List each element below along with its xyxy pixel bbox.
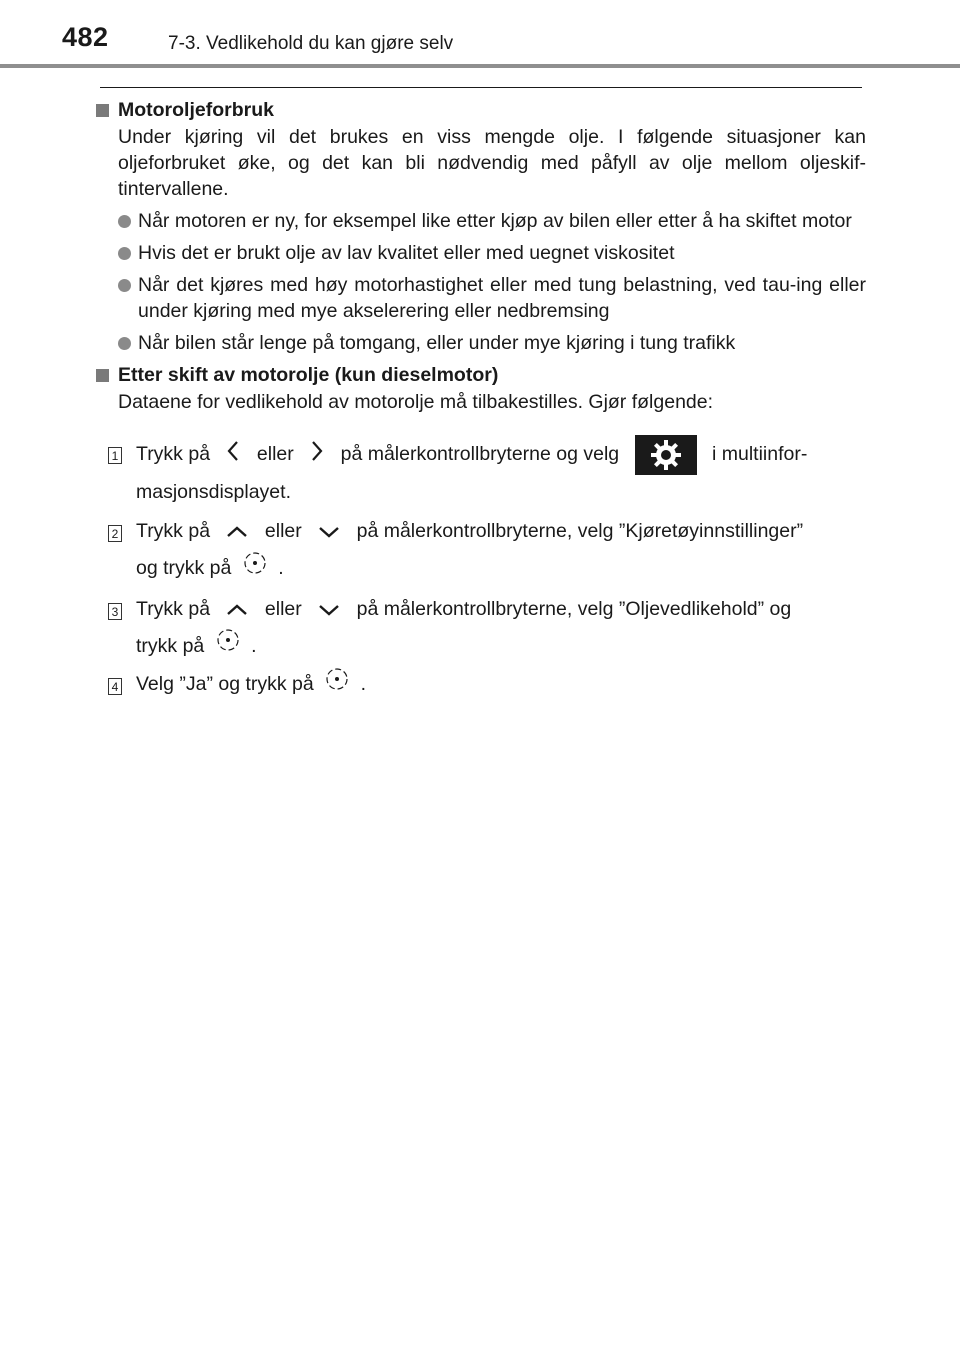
enter-button-icon <box>216 628 240 664</box>
step-text-line <box>136 591 866 628</box>
step-text-line <box>136 666 866 703</box>
step-text: på målerkontrollbryterne, velg ”Kjøretøyinnstillinger” <box>356 520 804 542</box>
list-item-text: Hvis det er brukt olje av lav kvalitet eller med uegnet viskositet <box>138 242 675 264</box>
chevron-up-icon <box>227 514 247 550</box>
list-item <box>96 240 866 266</box>
chevron-down-icon <box>319 514 339 550</box>
step-number: 1 <box>108 447 122 464</box>
step-number: 2 <box>108 525 122 542</box>
chevron-left-icon <box>227 438 239 472</box>
step-item <box>96 591 866 665</box>
chapter-title: 7-3. Vedlikehold du kan gjøre selv <box>168 33 454 54</box>
round-bullet-icon <box>118 215 131 228</box>
step-text: . <box>278 556 284 579</box>
step-text: Trykk på <box>136 520 211 542</box>
chevron-down-icon <box>319 592 339 628</box>
page-header <box>0 0 960 70</box>
step-text: Trykk på <box>136 443 211 466</box>
section-intro: Dataene for vedlikehold av motorolje må tilbakestilles. Gjør følgende: <box>118 391 714 413</box>
square-bullet-icon <box>96 104 109 117</box>
step-list <box>96 435 866 703</box>
list-item <box>96 208 866 234</box>
list-item-text: Når motoren er ny, for eksempel like etter kjøp av bilen eller etter å ha skiftet motor <box>138 210 852 232</box>
step-text: på målerkontrollbryterne, velg ”Oljevedlikehold” og <box>356 597 792 620</box>
step-text: . <box>360 673 367 696</box>
step-text: eller <box>264 520 302 542</box>
round-bullet-icon <box>118 279 131 292</box>
step-number: 3 <box>108 603 122 620</box>
step-text: trykk på <box>136 634 205 657</box>
step-text-line <box>136 513 866 550</box>
settings-display-icon <box>635 435 697 475</box>
page-number: 482 <box>62 22 109 52</box>
section-heading-oil-consumption <box>96 97 866 123</box>
list-item-text: Når det kjøres med høy motorhastighet eller med tung belastning, ved tau-ing eller under kjøring med mye akselerering eller nedbremsing <box>138 274 866 322</box>
chevron-right-icon <box>311 438 323 472</box>
list-item-text: Når bilen står lenge på tomgang, eller under mye kjøring i tung trafikk <box>138 332 736 354</box>
list-item <box>96 272 866 324</box>
step-text: . <box>251 634 257 657</box>
page-content <box>96 95 866 703</box>
section-intro: Under kjøring vil det brukes en viss mengde olje. I følgende situasjoner kan oljeforbruket øke, og det kan bli nødvendig med påfyll av olje mellom oljeskif-tintervallene. <box>118 126 866 200</box>
step-text: masjonsdisplayet. <box>136 481 291 503</box>
step-text: Trykk på <box>136 597 211 620</box>
chevron-up-icon <box>227 592 247 628</box>
enter-button-icon <box>243 551 267 587</box>
step-text: på målerkontrollbryterne og velg <box>340 443 620 466</box>
step-text: eller <box>256 443 294 466</box>
content-divider <box>100 87 862 88</box>
step-text: i multiinfor- <box>712 443 808 466</box>
step-item <box>96 513 866 587</box>
step-text-line <box>136 628 866 665</box>
list-item <box>96 330 866 356</box>
step-text-line <box>136 550 866 587</box>
step-item <box>96 666 866 703</box>
square-bullet-icon <box>96 369 109 382</box>
round-bullet-icon <box>118 337 131 350</box>
step-text-line <box>136 435 866 475</box>
enter-button-icon <box>325 667 349 703</box>
section-heading-oil-change <box>96 362 866 388</box>
step-item <box>96 435 866 509</box>
gear-icon <box>650 439 682 471</box>
step-number: 4 <box>108 678 122 695</box>
step-text: eller <box>264 597 302 620</box>
step-text: Velg ”Ja” og trykk på <box>136 673 314 696</box>
section-heading-text: Etter skift av motorolje (kun dieselmotor) <box>118 364 499 386</box>
header-divider <box>0 64 960 68</box>
step-text: og trykk på <box>136 556 232 579</box>
section-heading-text: Motoroljeforbruk <box>118 99 274 121</box>
round-bullet-icon <box>118 247 131 260</box>
